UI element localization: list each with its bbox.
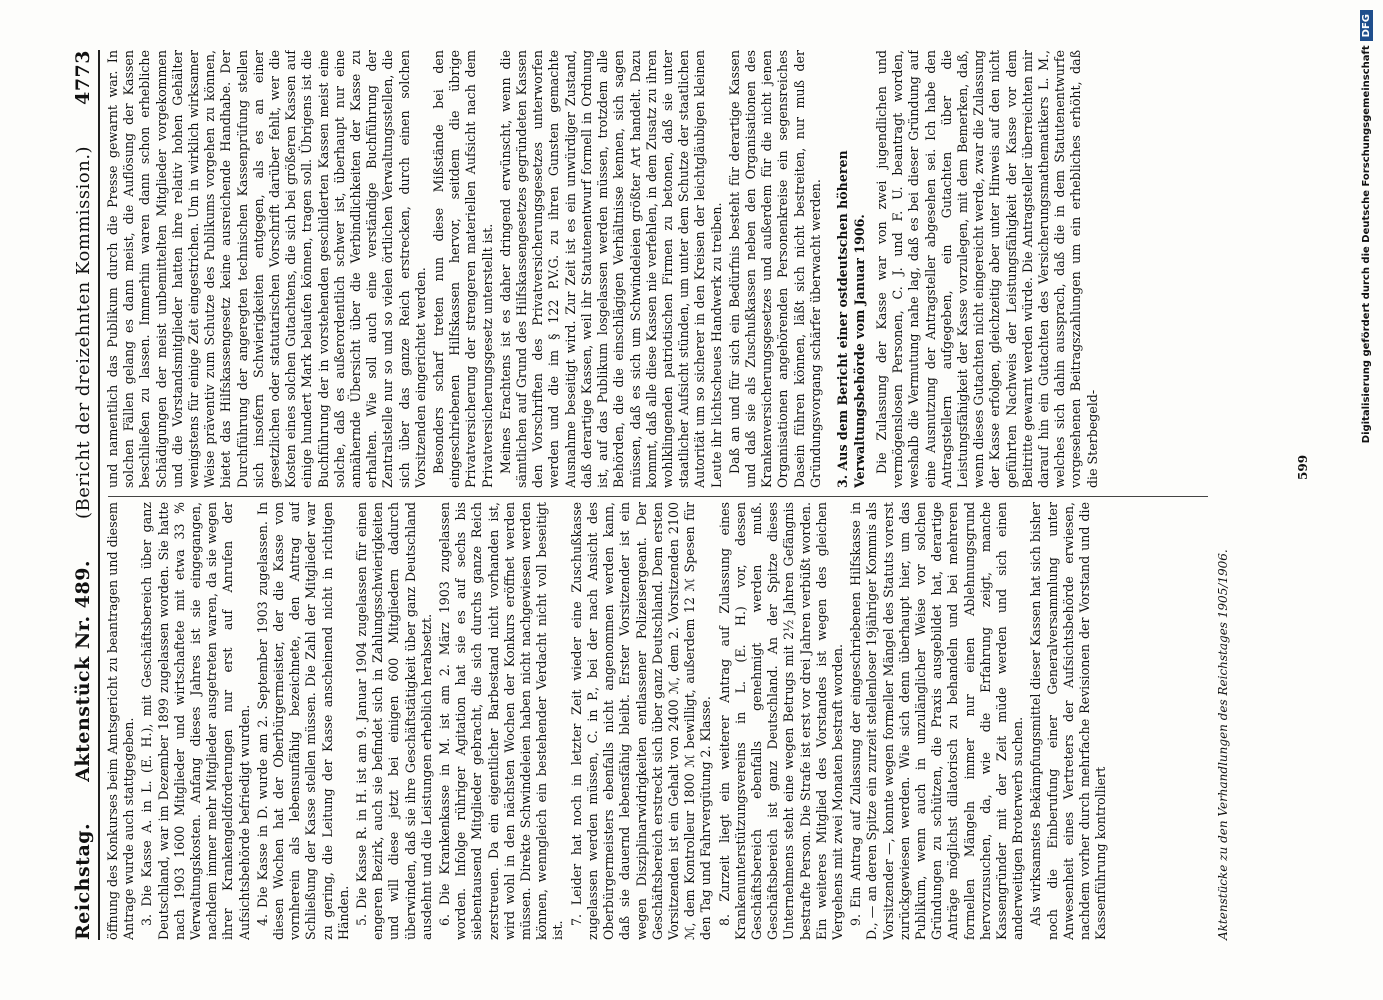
paragraph: 4. Die Kasse in D. wurde am 2. September 1903 zugelassen. In diesen Wochen hat der Oberbürgermeister, der die Kasse von vornherein als lebensunfähig bezeichnete, den Antrag auf Schließung der Kasse stellen müssen. Die Zahl der Mitglieder war zu gering, die Leitung der Kasse anscheinend nicht in richtigen Händen. xyxy=(254,502,351,940)
paragraph: 6. Die Krankenkasse in M. ist am 2. März 1903 zugelassen worden. Infolge rühriger Agitation hat sie es auf sechs bis siebentausend Mitglieder gebracht, die sich durchs ganze Reich zerstreuen. Da ein eigentlicher Barbestand nicht vorhanden ist, wird wohl in den nächsten Wochen der Konkurs eröffnet werden müssen. Direkte Schwindeleien haben nicht nachgewiesen werden können, wenngleich ein bestehender Verdacht nicht voll beseitigt ist. xyxy=(437,502,566,940)
paragraph: und namentlich das Publikum durch die Presse gewarnt war. In solchen Fällen gelang es dann meist, die Auflösung der Kassen beschließen zu lassen. Immerhin waren dann schon erhebliche Schädigungen der meist unbemittelten Mitglieder vorgekommen und die Vorstandsmitglieder hatten ihre relativ hohen Gehälter wenigstens für einige Zeit eingestrichen. Um in wirklich wirksamer Weise präventiv zum Schutze des Publikums vorgehen zu können, bietet das Hilfskassengesetz keine ausreichende Handhabe. Der Durchführung der angeregten technischen Kassenprüfung stellen sich insofern Schwierigkeiten entgegen, als es an einer gesetzlichen oder statutarischen Vorschrift darüber fehlt, wer die Kosten eines solchen Gutachtens, die sich bei größeren Kassen auf einige hundert Mark belaufen können, tragen soll. Übrigens ist die Buchführung der in vorstehenden geschilderten Kassen meist eine solche, daß es außerordentlich schwer ist, überhaupt nur eine annähernde Übersicht über die Verbindlichkeiten der Kasse zu erhalten. Wie soll auch eine verständige Buchführung der Zentralstelle nur so und so vielen örtlichen Verwaltungsstellen, die sich über das ganze Reich erstrecken, durch einen solchen Vorsitzenden eingerichtet werden. xyxy=(105,50,428,488)
digitization-credit xyxy=(1355,10,1377,990)
section-heading: 3. Aus dem Bericht einer ostdeutschen höheren Verwaltungsbehörde vom Januar 1906. xyxy=(834,150,867,488)
column-divider xyxy=(108,496,1208,497)
header-rule xyxy=(98,50,100,940)
paragraph: Daß an und für sich ein Bedürfnis besteht für derartige Kassen und daß sie als Zuschußkassen neben den Organisationen des Krankenversicherungsgesetzes und außerdem für die nicht jenen Organisationen angehörenden Personenkreise ein segensreiches Dasein führen können, läßt sich nicht bestreiten, nur muß der Gründungsvorgang schärfer überwacht werden. xyxy=(726,50,823,488)
paragraph: Als wirksamstes Bekämpfungsmittel dieser Kassen hat sich bisher noch die Einberufung einer Generalversammlung unter Anwesenheit eines Vertreters der Aufsichtsbehörde erwiesen, nachdem vorher durch mehrfache Revisionen der Vorstand und die Kassenführung kontrolliert xyxy=(1028,502,1109,940)
header-page-number: 4773 xyxy=(72,50,94,105)
page-header xyxy=(60,50,94,940)
header-center: Aktenstück Nr. 489. xyxy=(72,559,94,782)
credit-text: Digitalisierung gefördert durch die Deutsche Forschungsgemeinschaft xyxy=(1360,45,1372,444)
paragraph: Die Zulassung der Kasse war von zwei jugendlichen und vermögenslosen Personen, C. J. und F. U. beantragt worden, weshalb die Vermutung nahe lag, daß es bei dieser Gründung auf eine Ausnutzung der Antragsteller abgesehen sei. Ich habe den Antragstellern aufgegeben, ein Gutachten über die Leistungsfähigkeit der Kasse vorzulegen, mit dem Bemerken, daß, wenn dieses Gutachten nicht eingereicht werde, zwar die Zulassung der Kasse erfolgen, gleichzeitig aber unter Hinweis auf den nicht geführten Nachweis der Leistungsfähigkeit der Kasse vor dem Beitritte gewarnt werden würde. Die Antragsteller überreichten mir darauf hin ein Gutachten des Versicherungsmathematikers L. M., welches sich dahin aussprach, daß die in dem Statutenentwurfe vorgesehenen Beitragszahlungen um ein erhebliches erhöht, daß die Sterbegeld- xyxy=(873,50,1100,488)
paragraph: 9. Ein Antrag auf Zulassung der eingeschriebenen Hilfskasse in D., — an deren Spitze ein zurzeit stellenloser 19jähriger Kommis als Vorsitzender —, konnte wegen formeller Mängel des Statuts vorerst zurückgewiesen werden. Wie sich denn überhaupt hier, um das Publikum, wenn auch in unzulänglicher Weise vor solchen Gründungen zu schützen, die Praxis ausgebildet hat, derartige Anträge möglichst dilatorisch zu behandeln und bei mehreren formellen Mängeln immer nur einen Ablehnungsgrund hervorzusuchen, da, wie die Erfahrung zeigt, manche Kassengründer mit der Zeit müde werden und sich einen anderweitigen Broterwerb suchen. xyxy=(848,502,1026,940)
left-column xyxy=(105,502,1210,940)
paragraph: 8. Zurzeit liegt ein weiterer Antrag auf Zulassung eines Krankenunterstützungsvereins in L. (E. H.) vor, dessen Geschäftsbereich ebenfalls genehmigt werden muß. Geschäftsbereich ist ganz Deutschland. An der Spitze dieses Unternehmens steht eine wegen Betrugs mit 2½ Jahren Gefängnis bestrafte Person. Die Strafe ist erst vor drei Jahren verbüßt worden. Ein weiteres Mitglied des Vorstandes ist wegen des gleichen Vergehens mit zwei Monaten bestraft worden. xyxy=(716,502,845,940)
paragraph: Besonders scharf treten nun diese Mißstände bei den eingeschriebenen Hilfskassen hervor, seitdem die übrige Privatversicherung der strengeren materiellen Aufsicht nach dem Privatversicherungsgesetz unterstellt ist. xyxy=(431,50,495,488)
dfg-logo: DFG xyxy=(1360,10,1373,41)
paragraph: öffnung des Konkurses beim Amtsgericht zu beantragen und diesem Antrage wurde auch stattgegeben. xyxy=(105,502,137,940)
paragraph: 5. Die Kasse R. in H. ist am 9. Januar 1904 zugelassen für einen engeren Bezirk, auch sie befindet sich in Zahlungsschwierigkeiten und will diese jetzt bei einigen 600 Mitgliedern dadurch überwinden, daß sie ihre Geschäftstätigkeit über ganz Deutschland ausdehnt und die Leistungen erheblich herabsetzt. xyxy=(354,502,434,940)
right-column xyxy=(105,50,1210,488)
page-footer: Aktenstücke zu den Verhandlungen des Reichstages 1905/1906. xyxy=(1216,549,1230,940)
header-left: Reichstag. xyxy=(72,822,94,940)
paragraph: 7. Leider hat noch in letzter Zeit wieder eine Zuschußkasse zugelassen werden müssen, C. in P., bei der nach Ansicht des Oberbürgermeisters ebenfalls nicht angenommen werden kann, daß sie dauernd lebensfähig bleibt. Erster Vorsitzender ist ein wegen Disziplinarwidrigkeiten entlassener Polizeisergeant. Der Geschäftsbereich erstreckt sich über ganz Deutschland. Dem ersten Vorsitzenden ist ein Gehalt von 2400 ℳ, dem 2. Vorsitzenden 2100 ℳ, dem Kontrolleur 1800 ℳ bewilligt, außerdem 12 ℳ Spesen für den Tag und Fahrvergütung 2. Klasse. xyxy=(568,502,714,940)
header-subtitle: (Bericht der dreizehnten Kommission.) xyxy=(73,145,94,519)
footer-page-number: 599 xyxy=(1296,454,1310,480)
paragraph: 3. Die Kasse A. in L. (E. H.), mit Geschäftsbereich über ganz Deutschland, war im Dezember 1899 zugelassen worden. Sie hatte nach 1903 1600 Mitglieder und wirtschaftete mit etwa 33 % Verwaltungskosten. Anfang dieses Jahres ist sie eingegangen, nachdem immer mehr Mitglieder ausgetreten waren, da sie wegen ihrer Krankengeldforderungen nur erst auf Anrufen der Aufsichtsbehörde befriedigt wurden. xyxy=(139,502,252,940)
paragraph: Meines Erachtens ist es daher dringend erwünscht, wenn die sämtlichen auf Grund des Hilfskassengesetzes gegründeten Kassen den Vorschriften des Privatversicherungsgesetzes unterworfen werden und die im § 122 P.V.G. zu ihren Gunsten gemachte Ausnahme beseitigt wird. Zur Zeit ist es ein unwürdiger Zustand, daß derartige Kassen, weil ihr Statutenentwurf formell in Ordnung ist, auf das Publikum losgelassen werden müssen, trotzdem alle Behörden, die die einschlägigen Verhältnisse kennen, sich sagen müssen, daß es sich um Schwindeleien größter Art handelt. Dazu kommt, daß alle diese Kassen nie verfehlen, in dem Zusatz zu ihren wohlklingenden patriotischen Firmen zu betonen, daß sie unter staatlicher Aufsicht stünden, um unter dem Schutze der staatlichen Autorität um so sicherer in den Kreisen der leichtgläubigen kleinen Leute ihr lichtscheues Handwerk zu treiben. xyxy=(497,50,724,488)
